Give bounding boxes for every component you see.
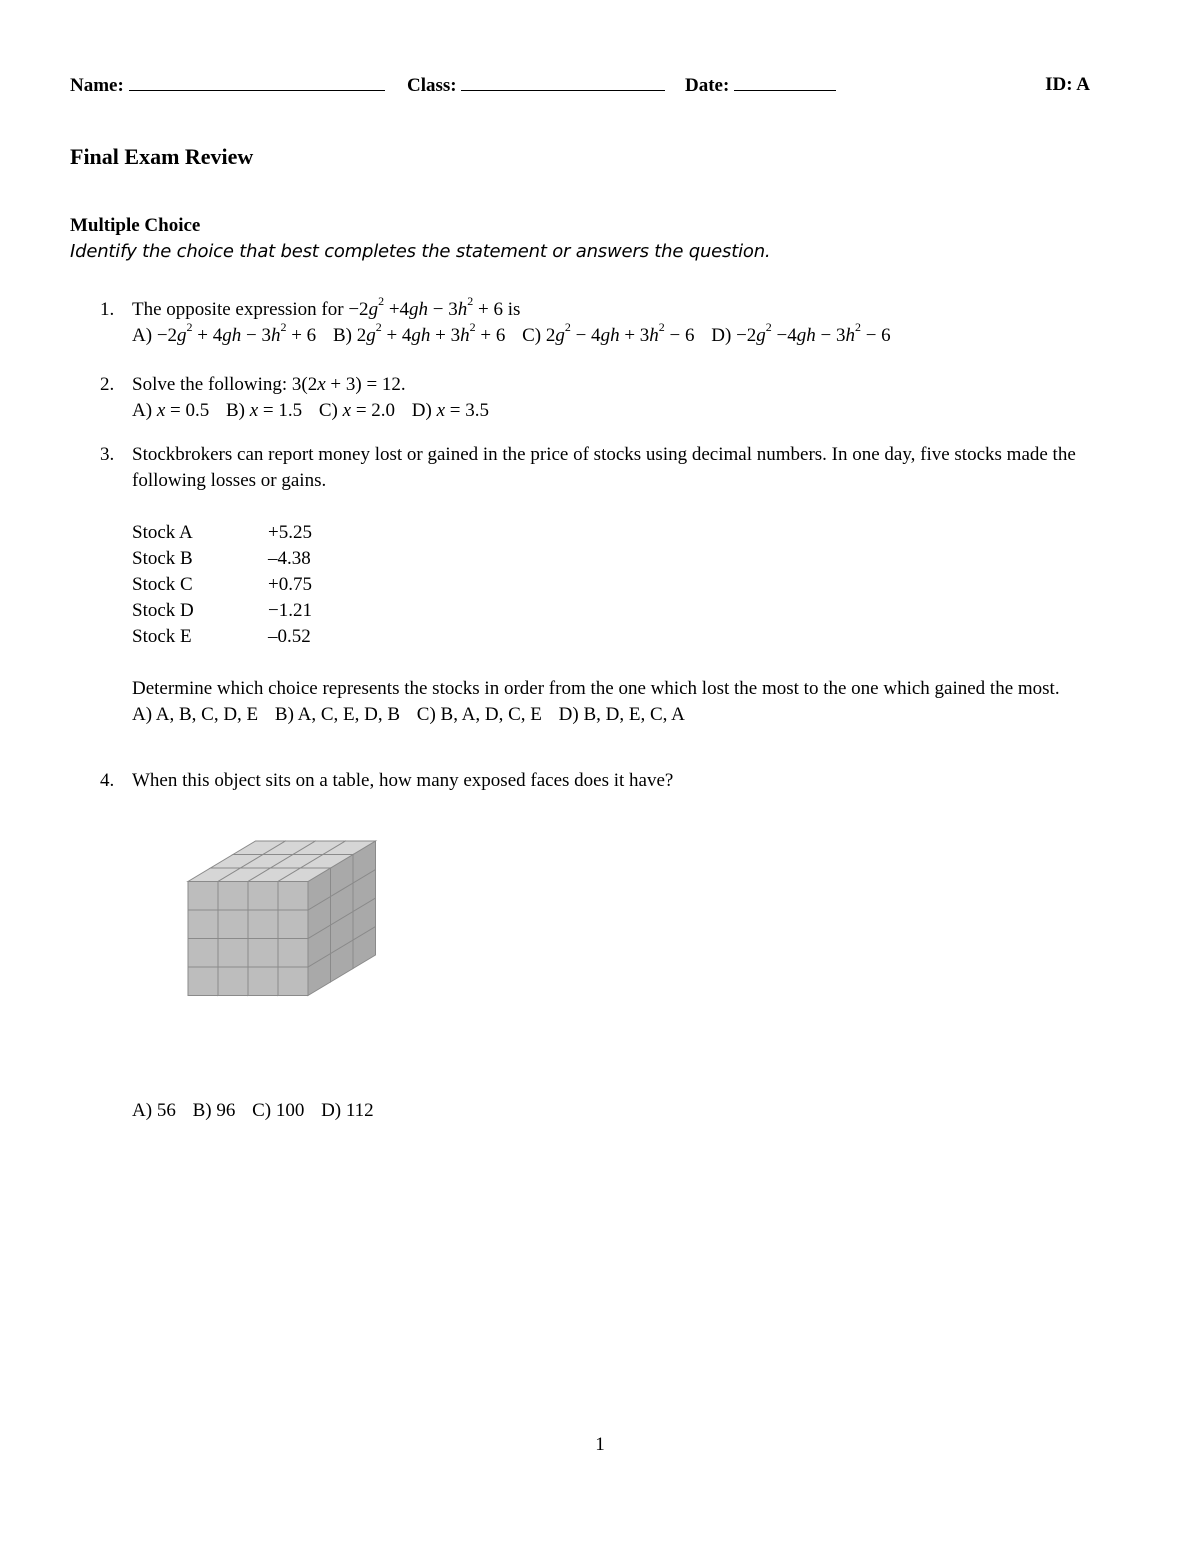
choice-value: A, C, E, D, B	[297, 704, 401, 725]
prompt-suffix: is	[507, 299, 521, 320]
cube-front-face	[278, 939, 308, 968]
choice-label: D)	[711, 325, 732, 346]
choice-list	[132, 398, 1127, 424]
question-prompt: Stockbrokers can report money lost or gained in the price of stocks using decimal numbers. In one day, five stocks made the following losses or gains.	[132, 444, 1076, 491]
choice-label: D)	[321, 1100, 342, 1121]
question-prompt	[132, 372, 1127, 398]
choice-d[interactable]: $D) -2g^2 -4gh - 3h^2 - 6$	[711, 319, 891, 346]
choice-a[interactable]	[132, 704, 258, 725]
stock-row	[132, 520, 1127, 546]
class-blank[interactable]	[461, 74, 665, 91]
date-label: Date:	[685, 75, 730, 96]
choice-value: = 3.5	[449, 400, 489, 421]
choice-a[interactable]: $A) -2g^2 + 4gh - 3h^2 + 6$	[132, 319, 317, 346]
question-body	[132, 372, 1127, 424]
choice-label: B)	[225, 400, 245, 421]
question-body	[132, 293, 1127, 349]
question-number: 4.	[100, 770, 115, 791]
choice-list	[132, 1098, 1127, 1124]
question-prompt: When this object sits on a table, how many exposed faces does it have?	[132, 770, 674, 791]
cube-front-face	[188, 939, 218, 968]
page-title: Final Exam Review	[70, 144, 254, 169]
header	[70, 74, 1090, 98]
choice-label: C)	[252, 1100, 272, 1121]
prompt-expression: $-2g^2 +4gh - 3h^2 + 6$	[348, 293, 503, 320]
cube-front-face	[218, 882, 248, 911]
question-2	[100, 372, 1130, 428]
cube-front-face	[218, 939, 248, 968]
stock-table	[132, 520, 1127, 650]
cube-front-face	[188, 910, 218, 939]
question-number: 2.	[100, 374, 115, 395]
choice-label: C)	[522, 325, 542, 346]
choice-label: D)	[558, 704, 579, 725]
question-body	[132, 442, 1127, 728]
stock-row	[132, 572, 1127, 598]
stock-name: Stock B	[132, 548, 193, 569]
stock-value: −1.21	[268, 600, 312, 621]
question-1	[100, 293, 1130, 357]
question-body	[132, 768, 1127, 794]
cube-front-face	[248, 882, 278, 911]
stock-value: –0.52	[268, 626, 311, 647]
choice-a[interactable]: A) x = 0.5	[132, 400, 210, 421]
stock-name: Stock C	[132, 574, 193, 595]
choice-value: = 1.5	[262, 400, 303, 421]
choice-value: A, B, C, D, E	[155, 704, 259, 725]
cube-front-face	[278, 967, 308, 996]
choice-list	[132, 702, 1127, 728]
stock-value: +5.25	[268, 522, 312, 543]
question-4-choices	[100, 1098, 1130, 1128]
question-number: 3.	[100, 444, 115, 465]
cube-stack-figure	[128, 815, 388, 1100]
choice-label: C)	[416, 704, 436, 725]
stock-row	[132, 624, 1127, 650]
name-label: Name:	[70, 75, 124, 96]
choice-c[interactable]	[417, 704, 542, 725]
cube-front-face	[278, 882, 308, 911]
choice-label: C)	[318, 400, 338, 421]
choice-label: A)	[132, 400, 153, 421]
prompt-prefix: Solve the following: 3(2	[132, 374, 318, 395]
choice-b[interactable]	[275, 704, 400, 725]
cube-front-face	[278, 910, 308, 939]
variable-x: x	[317, 374, 326, 395]
choice-c[interactable]	[252, 1100, 304, 1121]
cube-front-face	[248, 967, 278, 996]
choice-list	[132, 319, 1127, 349]
name-blank[interactable]	[129, 74, 385, 91]
choice-value: B, A, D, C, E	[440, 704, 542, 725]
choice-d[interactable]	[559, 704, 685, 725]
class-label: Class:	[407, 75, 457, 96]
choice-label: A)	[132, 704, 153, 725]
stock-name: Stock E	[132, 626, 192, 647]
choice-value: = 2.0	[355, 400, 396, 421]
question-3	[100, 442, 1130, 754]
prompt-prefix: The opposite expression for	[132, 299, 344, 320]
cube-front-face	[218, 967, 248, 996]
question-number: 1.	[100, 299, 115, 320]
stock-name: Stock A	[132, 522, 193, 543]
name-field	[70, 74, 385, 97]
choice-c[interactable]: C) x = 2.0	[318, 400, 396, 421]
choice-b[interactable]	[193, 1100, 236, 1121]
choice-d[interactable]	[321, 1100, 374, 1121]
choice-value: = 0.5	[170, 400, 210, 421]
section-instructions: Identify the choice that best completes the statement or answers the question.	[70, 241, 771, 262]
cube-front-face	[248, 910, 278, 939]
choice-b[interactable]: B) $2g^2 + 4gh + 3h^2 + 6$	[332, 319, 506, 346]
choice-label: D)	[411, 400, 432, 421]
stock-value: +0.75	[268, 574, 312, 595]
choice-value: 56	[156, 1100, 176, 1121]
stock-name: Stock D	[132, 600, 194, 621]
id-label: ID: A	[1045, 74, 1090, 95]
prompt-suffix: + 3) = 12.	[330, 374, 406, 395]
question-followup: Determine which choice represents the stocks in order from the one which lost the most to the one which gained the most.	[132, 678, 1060, 699]
class-field	[407, 74, 665, 97]
choice-value: 96	[216, 1100, 236, 1121]
cube-front-face	[248, 939, 278, 968]
stock-row	[132, 598, 1127, 624]
choice-value: 100	[275, 1100, 305, 1121]
choice-value: B, D, E, C, A	[583, 704, 685, 725]
cube-front-face	[188, 967, 218, 996]
choice-label: A)	[132, 325, 153, 346]
choice-a[interactable]	[132, 1100, 176, 1121]
choice-label: B)	[274, 704, 294, 725]
choice-label: A)	[132, 1100, 153, 1121]
choice-d[interactable]: D) x = 3.5	[411, 400, 489, 421]
section-heading: Multiple Choice	[70, 215, 201, 236]
choice-label: B)	[192, 1100, 212, 1121]
stock-value: –4.38	[268, 548, 311, 569]
choice-label: B)	[332, 325, 352, 346]
date-blank[interactable]	[734, 74, 836, 91]
choice-b[interactable]: B) x = 1.5	[225, 400, 303, 421]
cube-front-face	[188, 882, 218, 911]
date-field	[685, 74, 836, 97]
stock-row	[132, 546, 1127, 572]
cube-front-face	[218, 910, 248, 939]
page-number: 1	[595, 1434, 605, 1455]
question-4	[100, 768, 1130, 798]
choice-c[interactable]: C) $2g^2 - 4gh + 3h^2 - 6$	[522, 319, 695, 346]
choice-value: 112	[345, 1100, 374, 1121]
